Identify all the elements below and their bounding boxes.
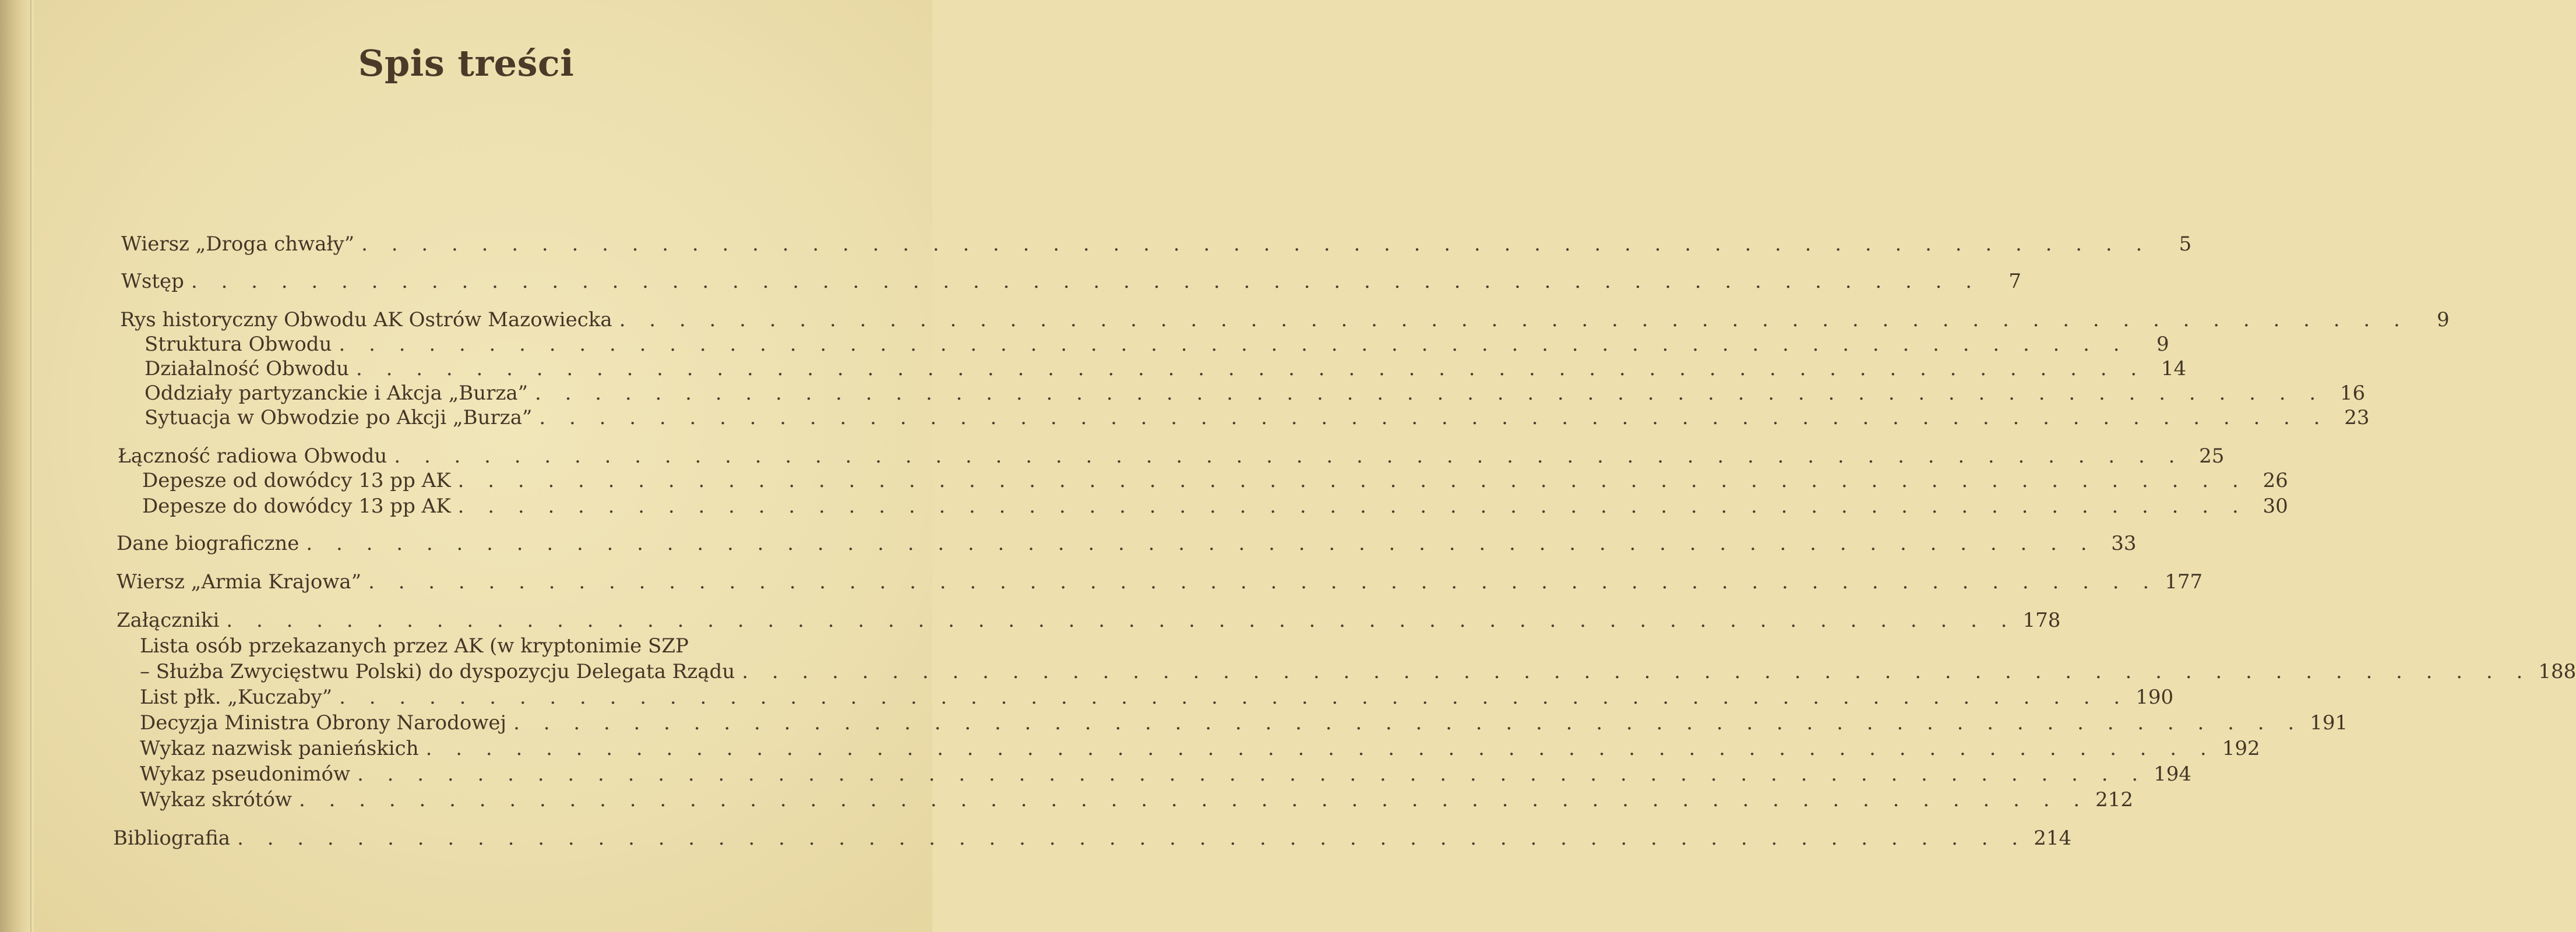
toc-entry-label: Rys historyczny Obwodu AK Ostrów Mazowiecka [120, 308, 612, 331]
toc-entry [140, 711, 2348, 735]
toc-page-number: 192 [2222, 737, 2260, 760]
toc-leader-dots: . . . . . . . . . . . . . . . . . . . . . . . . . . . . . . . . . . . . . . . . . . . . . . . . . . . . . . . . . . . . [619, 308, 2409, 331]
toc-leader-dots: . . . . . . . . . . . . . . . . . . . . . . . . . . . . . . . . . . . . . . . . . . . . . . . . . . . . . . . . . . . . [425, 737, 2215, 760]
toc-entry-label: Dane biograficzne [117, 532, 299, 555]
toc-entry-label: Depesze do dowódcy 13 pp AK [142, 495, 451, 518]
toc-entry-label: List płk. „Kuczaby” [140, 686, 333, 709]
toc-entry-label: Wiersz „Droga chwały” [121, 232, 355, 256]
toc-entry [142, 494, 2288, 518]
toc-entry-label: Wykaz pseudonimów [140, 762, 351, 786]
toc-entry [142, 468, 2288, 493]
toc-leader-dots: . . . . . . . . . . . . . . . . . . . . . . . . . . . . . . . . . . . . . . . . . . . . . . . . . . . . . . . . . . . . [394, 444, 2184, 468]
toc-page-number: 178 [2022, 609, 2061, 632]
toc-leader-dots: . . . . . . . . . . . . . . . . . . . . . . . . . . . . . . . . . . . . . . . . . . . . . . . . . . . . . . . . . . . . [356, 357, 2146, 380]
toc-entry-label: Wstęp [121, 270, 184, 293]
toc-page-number: 190 [2135, 686, 2174, 709]
toc-entry [145, 405, 2370, 430]
toc-entry [121, 232, 2192, 256]
toc-page-number: 5 [2179, 232, 2192, 256]
toc-page-number: 30 [2263, 495, 2288, 518]
toc-entry [120, 308, 2450, 332]
toc-entry-label: Wiersz „Armia Krajowa” [117, 570, 362, 594]
toc-page-number: 23 [2344, 406, 2370, 429]
toc-page-number: 214 [2034, 827, 2072, 850]
toc-leader-dots: . . . . . . . . . . . . . . . . . . . . . . . . . . . . . . . . . . . . . . . . . . . . . . . . . . . . . . . . . . . . [299, 788, 2089, 811]
toc-page-number: 194 [2154, 762, 2192, 786]
toc-page-number: 191 [2310, 711, 2348, 735]
toc-entry [140, 762, 2192, 786]
page-gutter [0, 0, 34, 932]
gutter-edge [30, 0, 31, 932]
toc-entry-label: Struktura Obwodu [145, 333, 332, 356]
toc-page-number: 9 [2437, 308, 2450, 331]
toc-entry-label: Oddziały partyzanckie i Akcja „Burza” [145, 382, 528, 405]
toc-entry [140, 685, 2174, 709]
toc-entry-label: Łączność radiowa Obwodu [118, 444, 387, 468]
toc-page-number: 212 [2095, 788, 2134, 811]
toc-page-number: 25 [2199, 444, 2225, 468]
toc-leader-dots: . . . . . . . . . . . . . . . . . . . . . . . . . . . . . . . . . . . . . . . . . . . . . . . . . . . . . . . . . . . . [306, 532, 2096, 555]
toc-leader-dots: . . . . . . . . . . . . . . . . . . . . . . . . . . . . . . . . . . . . . . . . . . . . . . . . . . . . . . . . . . . . [339, 686, 2129, 709]
toc-leader-dots: . . . . . . . . . . . . . . . . . . . . . . . . . . . . . . . . . . . . . . . . . . . . . . . . . . . . . . . . . . . . [539, 406, 2329, 429]
toc-leader-dots: . . . . . . . . . . . . . . . . . . . . . . . . . . . . . . . . . . . . . . . . . . . . . . . . . . . . . . . . . . . . [457, 495, 2247, 518]
toc-page-number: 177 [2165, 570, 2203, 594]
toc-leader-dots: . . . . . . . . . . . . . . . . . . . . . . . . . . . . . . . . . . . . . . . . . . . . . . . . . . . . . . . . . . . . [513, 711, 2303, 735]
toc-entry-label: Sytuacja w Obwodzie po Akcji „Burza” [145, 406, 533, 429]
toc-leader-dots: . . . . . . . . . . . . . . . . . . . . . . . . . . . . . . . . . . . . . . . . . . . . . . . . . . . . . . . . . . . . [191, 270, 1981, 293]
toc-entry [113, 826, 2072, 850]
toc-leader-dots: . . . . . . . . . . . . . . . . . . . . . . . . . . . . . . . . . . . . . . . . . . . . . . . . . . . . . . . . . . . . [535, 382, 2325, 405]
toc-page-number: 33 [2111, 532, 2137, 555]
toc-page-number: 26 [2263, 469, 2288, 492]
toc-entry [145, 332, 2169, 356]
toc-leader-dots: . . . . . . . . . . . . . . . . . . . . . . . . . . . . . . . . . . . . . . . . . . . . . . . . . . . . . . . . . . . . [226, 609, 2016, 632]
toc-page-number: 14 [2161, 357, 2187, 380]
toc-entry-label: Decyzja Ministra Obrony Narodowej [140, 711, 507, 735]
toc-entry [140, 788, 2134, 812]
toc-page-number: 188 [2538, 660, 2576, 683]
toc-entry-label: Lista osób przekazanych przez AK (w kryptonimie SZP [140, 634, 689, 658]
toc-entry-label: Wykaz skrótów [140, 788, 293, 811]
toc-entry [117, 531, 2137, 556]
page-title: Spis treści [358, 42, 575, 84]
toc-entry-label: Wykaz nazwisk panieńskich [140, 737, 419, 760]
toc-page-number: 9 [2156, 333, 2169, 356]
toc-entry [117, 570, 2203, 594]
toc-entry [118, 444, 2225, 468]
toc-entry [140, 736, 2260, 761]
toc-entry [145, 381, 2366, 405]
toc-entry-label: Załączniki [117, 609, 220, 632]
toc-entry [140, 659, 2576, 684]
toc-entry-label: – Służba Zwycięstwu Polski) do dyspozycju Delegata Rządu [140, 660, 735, 683]
toc-entry-label: Depesze od dowódcy 13 pp AK [142, 469, 451, 492]
toc-leader-dots: . . . . . . . . . . . . . . . . . . . . . . . . . . . . . . . . . . . . . . . . . . . . . . . . . . . . . . . . . . . . [457, 469, 2247, 492]
toc-entry-label: Działalność Obwodu [145, 357, 350, 380]
toc-entry [145, 356, 2187, 381]
toc-leader-dots: . . . . . . . . . . . . . . . . . . . . . . . . . . . . . . . . . . . . . . . . . . . . . . . . . . . . . . . . . . . . [361, 232, 2151, 256]
toc-leader-dots: . . . . . . . . . . . . . . . . . . . . . . . . . . . . . . . . . . . . . . . . . . . . . . . . . . . . . . . . . . . . [357, 762, 2147, 786]
toc-leader-dots: . . . . . . . . . . . . . . . . . . . . . . . . . . . . . . . . . . . . . . . . . . . . . . . . . . . . . . . . . . . . [237, 827, 2027, 850]
toc-entry [121, 269, 2022, 294]
toc-leader-dots: . . . . . . . . . . . . . . . . . . . . . . . . . . . . . . . . . . . . . . . . . . . . . . . . . . . . . . . . . . . . [742, 660, 2532, 683]
toc-page-number: 7 [2008, 270, 2022, 293]
toc-leader-dots: . . . . . . . . . . . . . . . . . . . . . . . . . . . . . . . . . . . . . . . . . . . . . . . . . . . . . . . . . . . . [368, 570, 2158, 594]
toc-entry-label: Bibliografia [113, 827, 231, 850]
toc-entry [117, 608, 2061, 633]
toc-leader-dots: . . . . . . . . . . . . . . . . . . . . . . . . . . . . . . . . . . . . . . . . . . . . . . . . . . . . . . . . . . . . [339, 333, 2129, 356]
toc-page-number: 16 [2339, 382, 2366, 405]
